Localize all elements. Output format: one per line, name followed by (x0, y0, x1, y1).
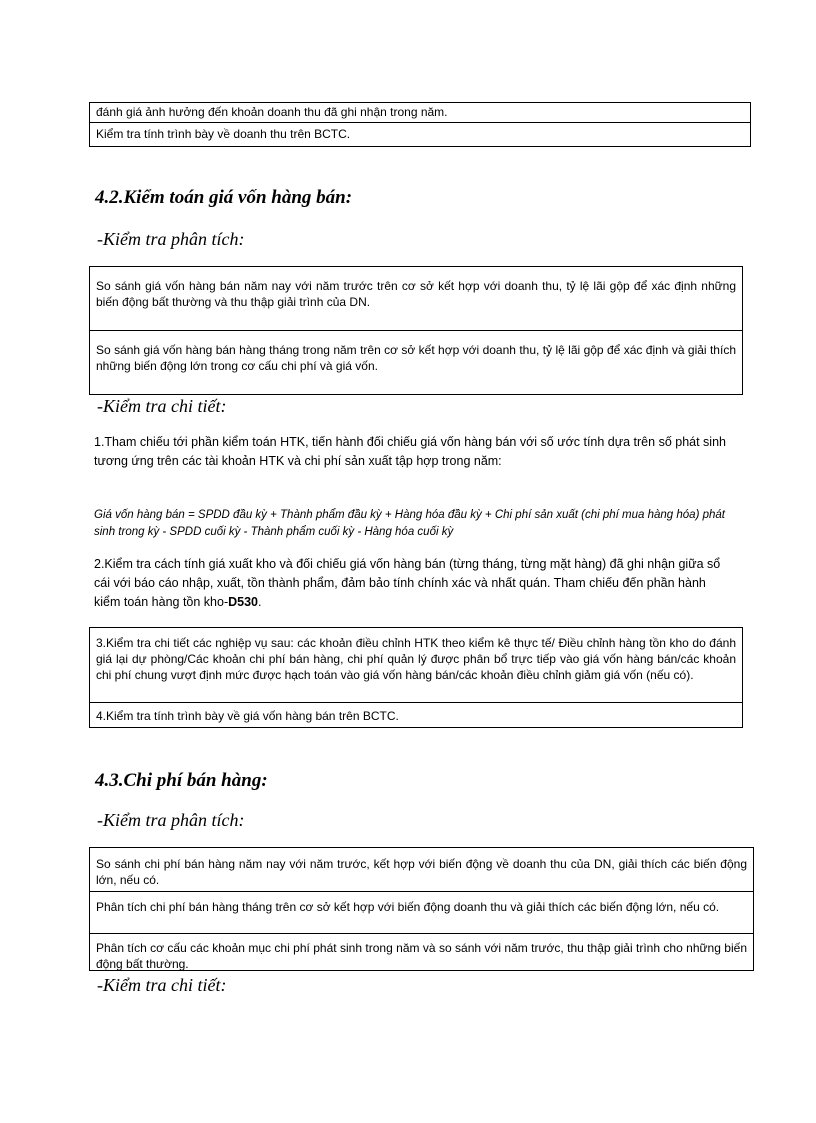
table-row: 3.Kiểm tra chi tiết các nghiệp vụ sau: các khoản điều chỉnh HTK theo kiểm kê thực tế/ Điều chỉnh hàng tồn kho do đánh giá lại dự phòng/Các khoản chi phí bán hàng, chi phí quản lý được phân bổ trực tiếp vào giá vốn hàng bán/các khoản chi phí chung vượt định mức được hạch toán vào giá vốn hàng bán/các khoản điều chỉnh giảm giá vốn (nếu có). (96, 636, 736, 682)
table-row: So sánh giá vốn hàng bán hàng tháng trong năm trên cơ sở kết hợp với doanh thu, tỷ lệ lãi gộp để xác định và giải thích những biến động lớn trong cơ cấu chi phí và giá vốn. (90, 330, 742, 394)
d530-reference: D530 (228, 595, 259, 609)
cogs-formula: Giá vốn hàng bán = SPDD đầu kỳ + Thành phẩm đầu kỳ + Hàng hóa đầu kỳ + Chi phí sản xuất (chi phí mua hàng hóa) phát sinh trong kỳ - SPDD cuối kỳ - Thành phẩm cuối kỳ - Hàng hóa cuối kỳ (94, 509, 725, 538)
cogs-detail-table (89, 627, 743, 728)
cogs-analysis-table (89, 266, 743, 395)
selling-expense-table (89, 847, 754, 971)
table-row: 4.Kiểm tra tính trình bày về giá vốn hàng bán trên BCTC. (90, 702, 742, 727)
detail-paragraph-1: 1.Tham chiếu tới phần kiểm toán HTK, tiến hành đối chiếu giá vốn hàng bán với số ước tính dựa trên số phát sinh tương ứng trên các tài khoản HTK và chi phí sản xuất tập hợp trong năm: (94, 435, 726, 468)
detail-paragraph-2-text: 2.Kiểm tra cách tính giá xuất kho và đối chiếu giá vốn hàng bán (từng tháng, từng mặt hàng) đã ghi nhận giữa sổ cái với báo cáo nhập, xuất, tồn thành phẩm, đảm bảo tính chính xác và nhất quán. Tham chiếu đến phần hành kiểm toán hàng tồn kho- (94, 557, 721, 609)
detail-label-4-3: -Kiểm tra chi tiết: (97, 975, 227, 995)
table-row: So sánh chi phí bán hàng năm nay với năm trước, kết hợp với biến động về doanh thu của DN, giải thích các biến động lớn, nếu có. (96, 857, 747, 887)
table-row: Phân tích cơ cấu các khoản mục chi phí phát sinh trong năm và so sánh với năm trước, thu thập giải trình cho những biến động bất thường. (90, 933, 753, 970)
table-row: đánh giá ảnh hưởng đến khoản doanh thu đã ghi nhận trong năm. (96, 105, 448, 119)
analysis-label: -Kiểm tra phân tích: (97, 229, 245, 249)
detail-paragraph-2-end: . (258, 595, 262, 609)
table-row: Phân tích chi phí bán hàng tháng trên cơ sở kết hợp với biến động doanh thu và giải thích các biến động lớn, nếu có. (90, 891, 753, 933)
detail-paragraph-2 (94, 555, 734, 612)
analysis-label-4-3: -Kiểm tra phân tích: (97, 810, 245, 830)
revenue-table (89, 102, 751, 147)
section-4-2-heading: 4.2.Kiểm toán giá vốn hàng bán: (95, 187, 353, 208)
table-row: Kiểm tra tính trình bày về doanh thu trên BCTC. (90, 122, 750, 146)
detail-label: -Kiểm tra chi tiết: (97, 396, 227, 416)
table-row: So sánh giá vốn hàng bán năm nay với năm trước trên cơ sở kết hợp với doanh thu, tỷ lệ lãi gộp để xác định những biến động bất thường và thu thập giải trình của DN. (96, 279, 736, 309)
section-4-3-heading: 4.3.Chi phí bán hàng: (95, 770, 268, 791)
